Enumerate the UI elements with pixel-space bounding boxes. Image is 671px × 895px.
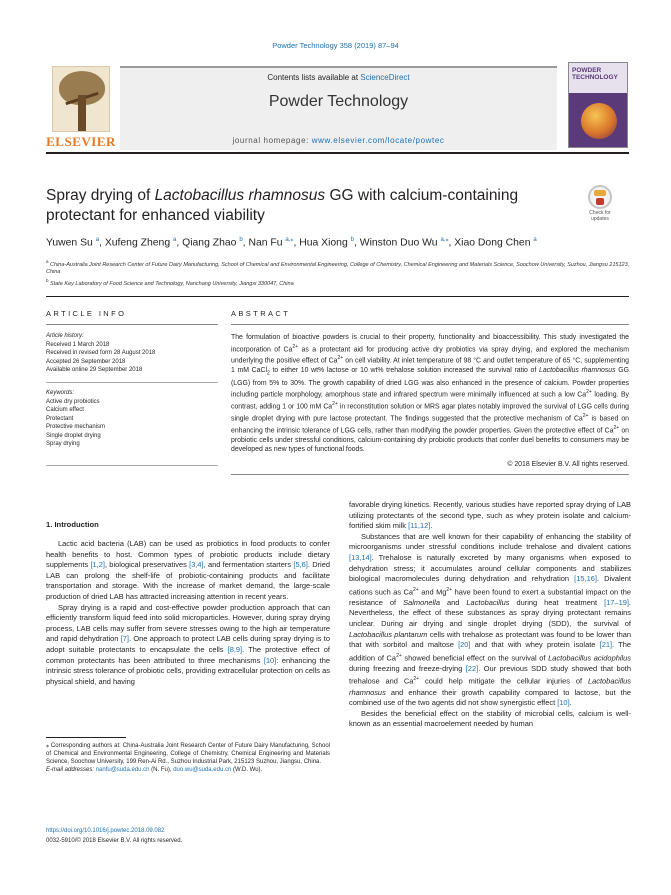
abstract-heading: ABSTRACT bbox=[231, 309, 291, 318]
author-link[interactable]: Winston Duo Wu bbox=[359, 237, 438, 249]
author-link[interactable]: Xiao Dong Chen bbox=[454, 237, 531, 249]
citation-link[interactable]: [8,9] bbox=[227, 644, 243, 654]
author-link[interactable]: Nan Fu bbox=[248, 237, 283, 249]
footnote-divider bbox=[46, 737, 126, 738]
citation-link[interactable]: [10] bbox=[557, 698, 570, 708]
homepage-prefix: journal homepage: bbox=[232, 136, 312, 145]
elsevier-tree-icon bbox=[52, 66, 110, 132]
article-info-heading: ARTICLE INFO bbox=[46, 309, 127, 318]
author-link[interactable]: Yuwen Su bbox=[46, 237, 93, 249]
keyword: Protectant bbox=[46, 415, 74, 422]
affiliation-b: $^b$ State Key Laboratory of Food Science and Technology, Nanchang University, Jiangxi 330047, China bbox=[46, 277, 294, 287]
paragraph: Lactic acid bacteria (LAB) can be used as probiotics in food products to confer health benefits to host. Common types of probiotic products include dietary supplements [1,2], biological preservatives [3,4], and fermentation starters [5,6]. Dried LAB can prolong the shelf-life of probiotic-containing products and facilitate transportation and storage. With the increase of market demand, the large-scale production of dried LAB has attracted increasing attention in recent years. bbox=[46, 539, 330, 601]
journal-homepage-line bbox=[120, 136, 557, 145]
citation-link[interactable]: [7] bbox=[120, 634, 129, 644]
body-column-right bbox=[349, 500, 631, 730]
citation-link[interactable]: [20] bbox=[458, 640, 471, 650]
author-link[interactable]: Hua Xiong bbox=[299, 237, 348, 249]
history-label: Article history: bbox=[46, 333, 84, 339]
paragraph: favorable drying kinetics. Recently, various studies have reported spray drying of LAB utilizing protectants of the second type, such as whey protein isolate and calcium-fortified skim milk [11,12]. bbox=[349, 500, 631, 531]
section-heading: 1. Introduction bbox=[46, 520, 99, 529]
divider bbox=[231, 474, 629, 475]
divider bbox=[46, 465, 218, 466]
body-column-left bbox=[46, 520, 330, 687]
journal-homepage-link[interactable]: www.elsevier.com/locate/powtec bbox=[311, 136, 445, 145]
keywords bbox=[46, 389, 218, 449]
sciencedirect-link[interactable]: ScienceDirect bbox=[360, 73, 410, 82]
author-link[interactable]: Xufeng Zheng bbox=[104, 237, 171, 249]
email-link[interactable]: duo.wu@suda.edu.cn bbox=[173, 767, 232, 773]
keyword: Active dry probiotics bbox=[46, 398, 100, 405]
article-title: Spray drying of Lactobacillus rhamnosus GG with calcium-containing protectant for enhanced viability bbox=[46, 187, 519, 224]
citation-link[interactable]: [10] bbox=[263, 655, 277, 665]
abstract-copyright: © 2018 Elsevier B.V. All rights reserved. bbox=[507, 461, 629, 468]
journal-cover-image[interactable] bbox=[568, 62, 628, 148]
publisher-name: ELSEVIER bbox=[46, 134, 116, 149]
journal-masthead bbox=[120, 66, 557, 150]
crossmark-icon bbox=[588, 185, 612, 209]
title-divider bbox=[46, 296, 629, 297]
keyword: Single droplet drying bbox=[46, 432, 101, 439]
keyword: Spray drying bbox=[46, 441, 80, 447]
corresponding-author-footnote bbox=[46, 742, 330, 774]
citation-link[interactable]: [13,14] bbox=[349, 552, 372, 562]
cover-title: POWDER TECHNOLOGY bbox=[572, 67, 618, 81]
contents-available-line bbox=[120, 73, 557, 82]
history-item: Received 1 March 2018 bbox=[46, 341, 110, 348]
history-item: Available online 29 September 2018 bbox=[46, 367, 143, 373]
author-link[interactable]: Qiang Zhao bbox=[182, 237, 237, 249]
citation-link[interactable]: [11,12] bbox=[408, 521, 431, 531]
divider bbox=[46, 382, 218, 383]
email-link[interactable]: nanfu@suda.edu.cn bbox=[95, 767, 150, 773]
citation-link[interactable]: [17–19] bbox=[604, 597, 629, 607]
citation-link[interactable]: [15,16] bbox=[574, 574, 597, 584]
divider bbox=[46, 324, 218, 325]
journal-title: Powder Technology bbox=[268, 93, 409, 110]
elsevier-logo bbox=[46, 64, 116, 150]
abstract-text: The formulation of bioactive powders is crucial to their property, functionality and bioaccessibility. This study investigated the incorporation of $Ca^{2+}$ as a protectant aid for producing active dry probiotics via spray drying, and explored the mechanism underlying the positive effect of $Ca^{2+}$ on cell viability. At inlet temperature of 98 °C and outlet temperature of 65 °C, supplementing 1 mM CaCl$_2$ to either 10 wt% lactose or 10 wt% trehalose solution increased the survival ratio of Lactobacillus rhamnosus GG (LGG) from 5% to 30%. The growth capability of dried LGG was also enhanced in the presence of calcium. Powder properties including particle morphology, amorphous state and infrared spectrum were minimally influenced at such a low $Ca^{2+}$ loading. By contrast, adding 1 or 100 mM $Ca^{2+}$ in reconstitution solution or MRS agar plates notably improved the survival of LGG cells during single droplet drying with pure lactose protectant. The findings suggested that the protective mechanism of $Ca^{2+}$ is based on enhancing the intrinsic tolerance of LGG cells, rather than modifying the powder properties. Given the protective effect of $Ca^{2+}$ on probiotic cells under stressful conditions, calcium-containing dry probiotic products that confer duel benefits to consumers may be developed as new types of functional foods. bbox=[231, 334, 630, 454]
crossmark-label: Check for updates bbox=[589, 210, 611, 222]
keyword: Calcium effect bbox=[46, 407, 84, 413]
affiliations bbox=[46, 258, 636, 288]
paragraph: Besides the beneficial effect on the stability of microbial cells, calcium is well-known as an essential macroelement needed by human bbox=[349, 708, 631, 729]
history-item: Accepted 26 September 2018 bbox=[46, 358, 126, 365]
keyword: Protective mechanism bbox=[46, 424, 106, 430]
affiliation-a: $^a$ China-Australia Joint Research Center of Future Dairy Manufacturing, School of Chemical and Environmental Engineering, College of Chemistry, Chemical Engineering and Materials Science, Soochow University, Suzhou, Jiangsu 215123, China bbox=[46, 259, 630, 276]
contents-prefix: Contents lists available at bbox=[267, 73, 361, 82]
citation-link[interactable]: [21] bbox=[599, 640, 613, 650]
issn-copyright: 0032-5910/© 2018 Elsevier B.V. All rights reserved. bbox=[46, 838, 183, 844]
header-divider bbox=[46, 152, 629, 154]
divider bbox=[231, 324, 629, 325]
paragraph: Spray drying is a rapid and cost-effective powder production approach that can efficiently transform liquid feed into solid microparticles. However, during spray drying process, LAB cells may suffer from severe stresses owing to the high air temperature and rapid dehydration [7]. One approach to protect LAB cells during spray drying is to adopt suitable protectants to encapsulate the cells [8,9]. The protective effect of common protectants has been attributed to three mechanisms [10]: enhancing the intrinsic stress tolerance of probiotic cells, providing extracellular protection on cells as physical shield, and having bbox=[46, 602, 331, 686]
author-list: Yuwen Su $^a$, Xufeng Zheng $^a$, Qiang Zhao $^b$, Nan Fu $^{a,⁎}$, Hua Xiong $^b$, Winston Duo Wu $^{a,⁎}$, Xiao Dong Chen $^a$ bbox=[46, 237, 537, 249]
check-for-updates-button[interactable] bbox=[572, 185, 628, 225]
citation-link[interactable]: [22] bbox=[465, 663, 479, 673]
footnote-text: ⁎ Corresponding authors at: China-Australia Joint Research Center of Future Dairy Manufacturing, School of Chemical and Environmental Engineering, College of Chemistry, Chemical Engineering and Materials Science, Soochow University, 199 Ren-Ai Rd., Suzhou Industrial Park, 215123 Suzhou, Jiangsu, China. bbox=[46, 743, 330, 765]
doi-link[interactable]: https://doi.org/10.1016/j.powtec.2018.09.082 bbox=[46, 828, 165, 834]
citation-link[interactable]: [5,6] bbox=[293, 560, 308, 570]
citation-link[interactable]: [1,2] bbox=[90, 560, 105, 570]
journal-reference-link[interactable]: Powder Technology 358 (2019) 87–94 bbox=[272, 41, 399, 50]
citation-link[interactable]: [3,4] bbox=[189, 560, 204, 570]
footnote-emails: E-mail addresses: nanfu@suda.edu.cn (N. Fu), duo.wu@suda.edu.cn (W.D. Wu). bbox=[46, 767, 263, 773]
article-history bbox=[46, 332, 218, 375]
keywords-label: Keywords: bbox=[46, 390, 75, 396]
history-item: Received in revised form 28 August 2018 bbox=[46, 350, 156, 356]
paragraph: Substances that are well known for their capability of enhancing the stability of microorganisms under stressful conditions include trehalose and divalent cations [13,14]. Trehalose is naturally excreted by many organisms when exposed to dehydration stress; it accumulates around cellular components and stabilizes biological macromolecules during dehydration and rehydration [15,16]. Divalent cations such as $Ca^{2+}$ and $Mg^{2+}$ have been found to exert a substantial impact on the resistance of Salmonella and Lactobacillus during heat treatment [17–19]. Nevertheless, the effect of these substances as spray drying protectant remains unclear. During air drying and single droplet drying (SDD), the survival of Lactobacillus plantarum cells with trehalose as protectant was found to be lower than that with sorbitol and maltose [20] and that with whey protein isolate [21]. The addition of $Ca^{2+}$ showed beneficial effect on the survival of Lactobacillus acidophilus during freezing and freeze-drying [22]. Our previous SDD study showed that both trehalose and $Ca^{2+}$ could help mitigate the cellular injuries of Lactobacillus rhamnosus and enhance their growth capability compared to lactose, but the combined use of the two agents did not show synergistic effect [10]. bbox=[349, 531, 632, 708]
